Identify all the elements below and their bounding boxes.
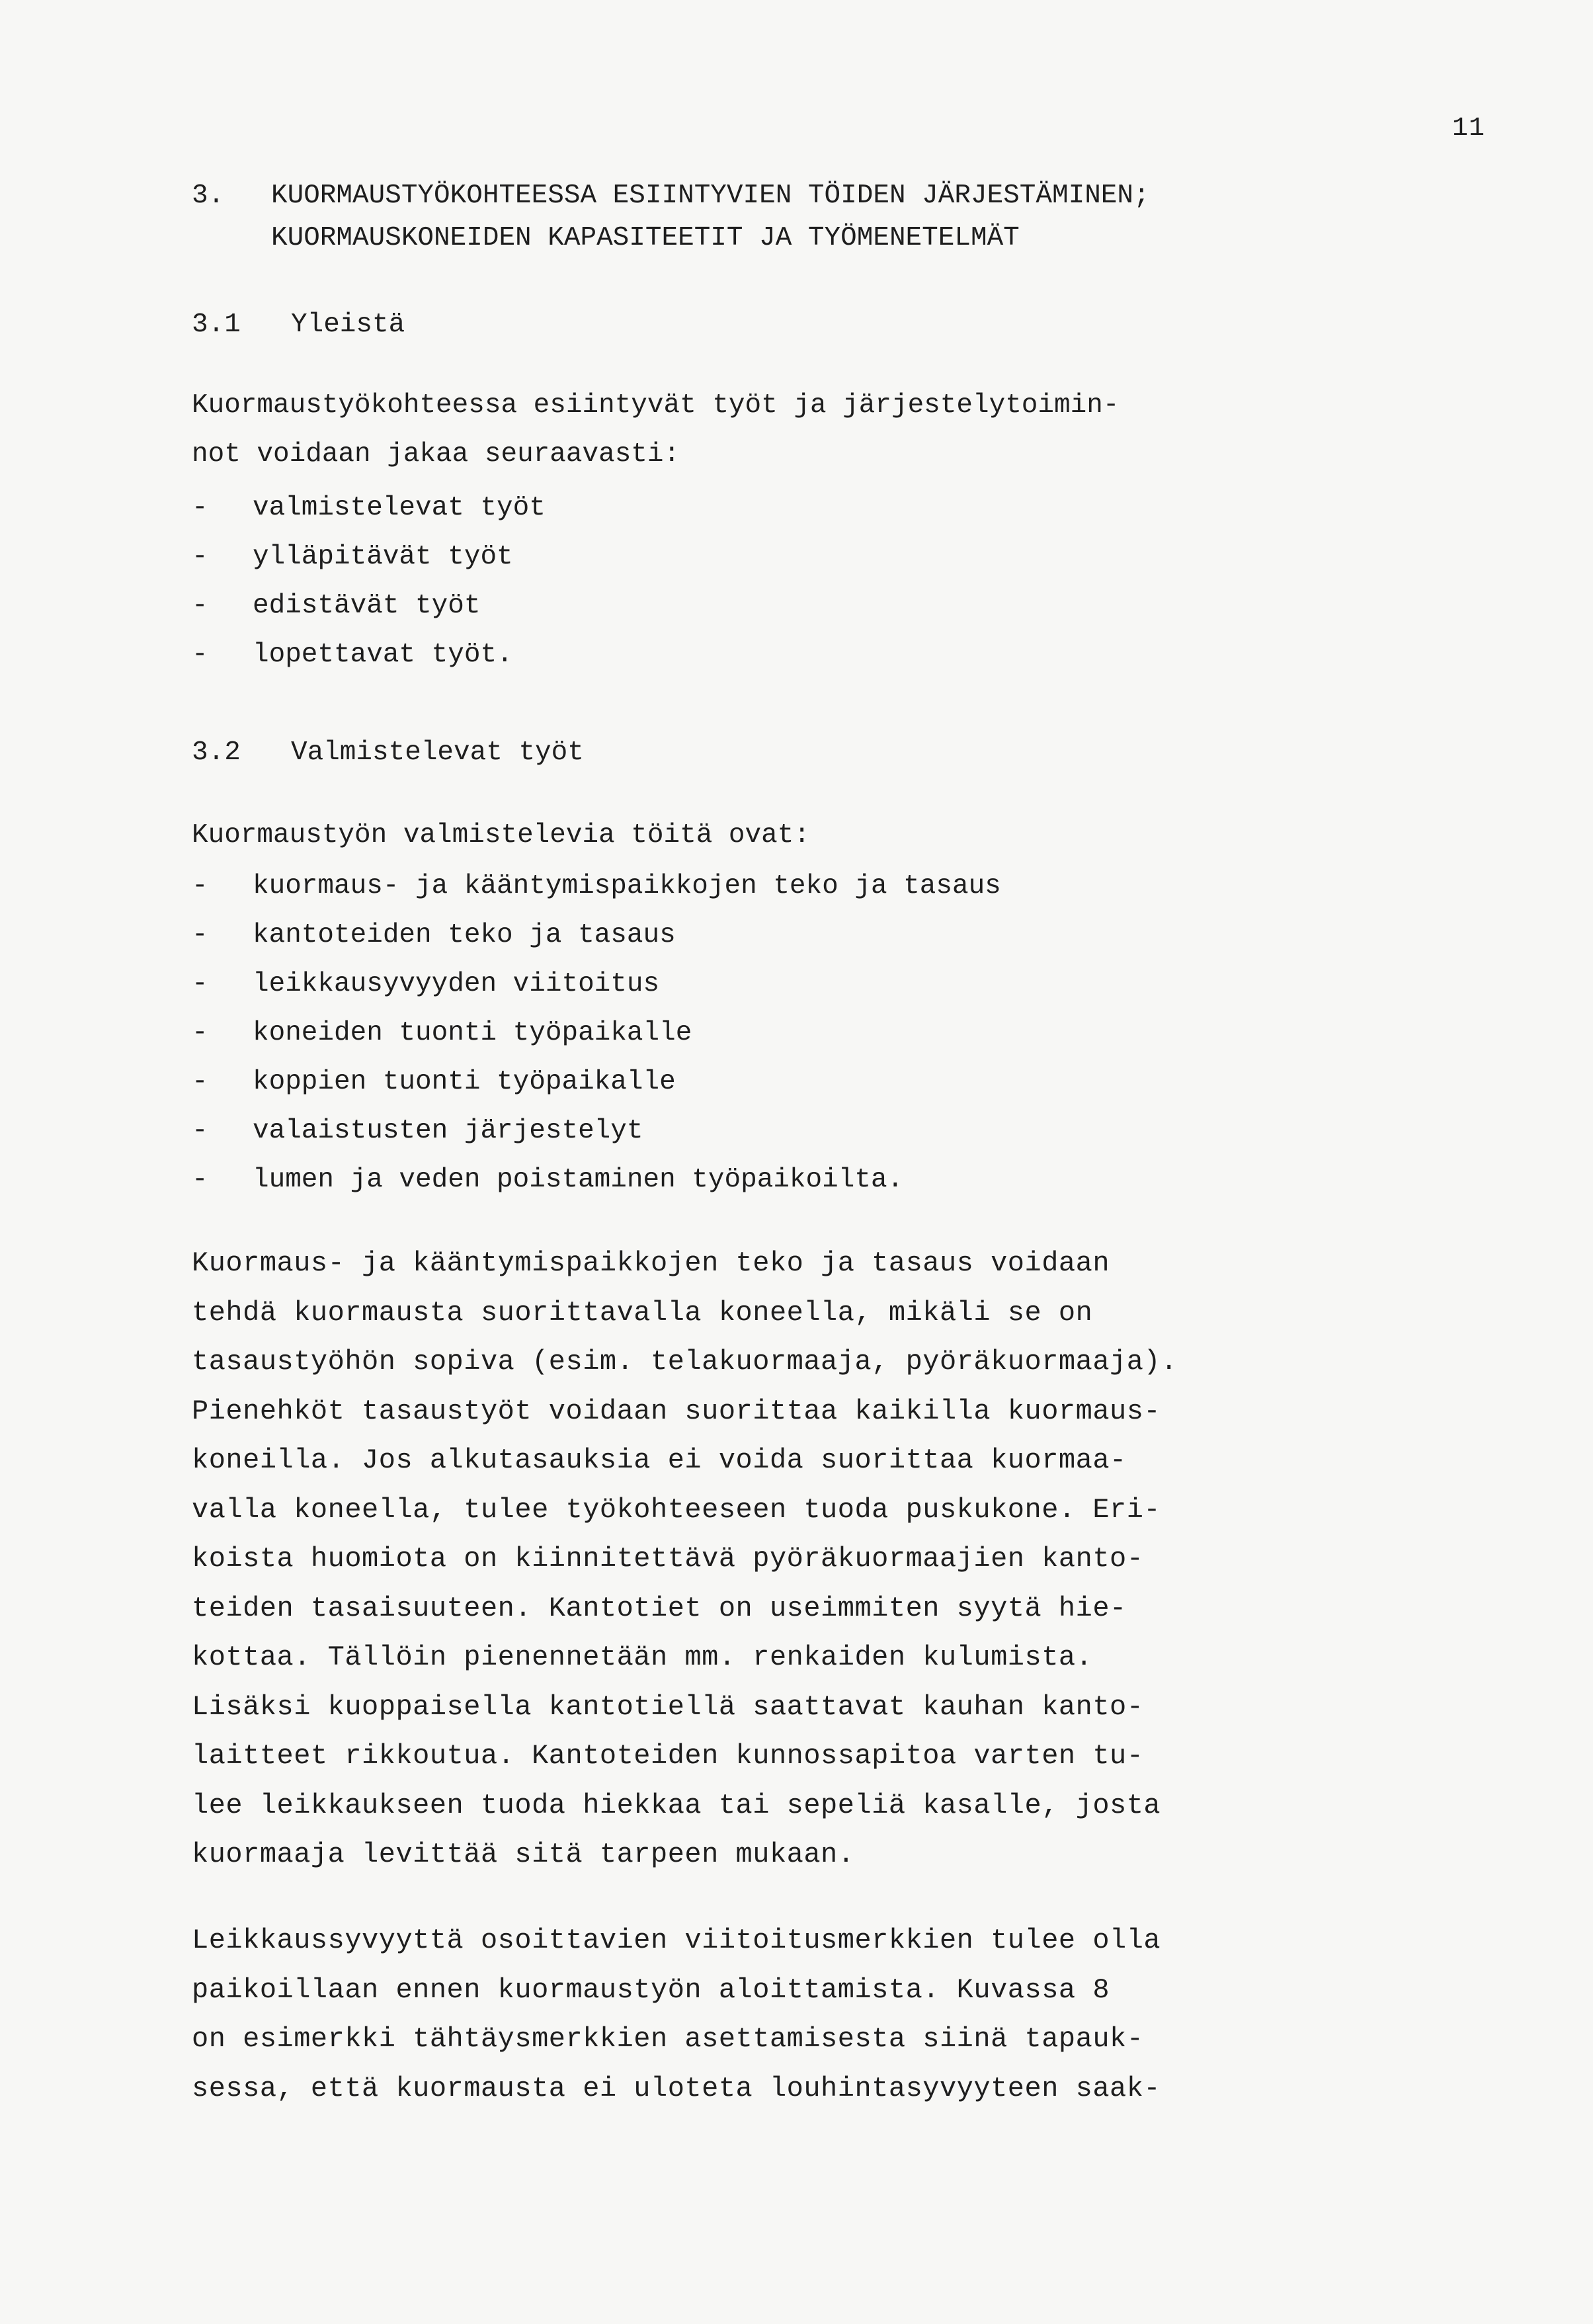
page-number: 11 — [1452, 114, 1486, 144]
list-item-text: lopettavat työt. — [253, 640, 513, 670]
list-item-text: valaistusten järjestelyt — [253, 1116, 643, 1146]
list-item — [192, 483, 546, 532]
list-item-text: kuormaus- ja kääntymispaikkojen teko ja tasaus — [253, 871, 1001, 901]
list-dash: - — [192, 969, 208, 999]
list-dash: - — [192, 1116, 208, 1146]
list-dash: - — [192, 640, 208, 670]
chapter-heading — [192, 175, 1150, 259]
list-dash: - — [192, 591, 208, 621]
list-dash: - — [192, 1067, 208, 1097]
list-item — [192, 960, 1001, 1009]
list-item-text: kantoteiden teko ja tasaus — [253, 920, 676, 950]
chapter-title-line-2: KUORMAUSKONEIDEN KAPASITEETIT JA TYÖMENETELMÄT — [271, 223, 1020, 253]
list-item-text: lumen ja veden poistaminen työpaikoilta. — [253, 1165, 904, 1195]
section-heading-3-1 — [192, 310, 405, 340]
chapter-number: 3. — [192, 181, 225, 211]
list-dash: - — [192, 1018, 208, 1048]
section-intro-3-1: Kuormaustyökohteessa esiintyvät työt ja järjestelytoimin- not voidaan jakaa seuraavasti: — [192, 390, 1120, 470]
section-number: 3.1 — [192, 310, 241, 340]
list-item — [192, 532, 546, 581]
list-item-text: ylläpitävät työt — [253, 542, 513, 572]
list-item — [192, 630, 546, 679]
section-title: Valmistelevat työt — [291, 737, 584, 768]
body-paragraph-2: Leikkaussyvyyttä osoittavien viitoitusmerkkien tulee olla paikoillaan ennen kuormaustyön aloittamista. Kuvassa 8 on esimerkki tähtäysmerkkien asettamisesta siinä tapauk- sessa, että kuormausta ei uloteta louhintasyvyyteen saak- — [192, 1925, 1161, 2104]
section-title: Yleistä — [291, 310, 405, 340]
list-item-text: leikkausyvyyden viitoitus — [253, 969, 660, 999]
list-item — [192, 862, 1001, 911]
list-dash: - — [192, 1165, 208, 1195]
list-item — [192, 1058, 1001, 1106]
chapter-title-line-1: KUORMAUSTYÖKOHTEESSA ESIINTYVIEN TÖIDEN JÄRJESTÄMINEN; — [271, 181, 1150, 211]
section-number: 3.2 — [192, 737, 241, 768]
list-item — [192, 1106, 1001, 1155]
list-item — [192, 911, 1001, 960]
preparatory-work-list — [192, 862, 1001, 1204]
list-dash: - — [192, 542, 208, 572]
list-item — [192, 1009, 1001, 1058]
list-item-text: edistävät työt — [253, 591, 481, 621]
body-paragraph-1: Kuormaus- ja kääntymispaikkojen teko ja tasaus voidaan tehdä kuormausta suorittavalla koneella, mikäli se on tasaustyöhön sopiva (esim. telakuormaaja, pyöräkuormaaja). Pienehköt tasaustyöt voidaan suorittaa kaikilla kuormaus- koneilla. Jos alkutasauksia ei voida suorittaa kuormaa- valla koneella, tulee työkohteeseen tuoda puskukone. Eri- koista huomiota on kiinnitettävä pyöräkuormaajien kanto- teiden tasaisuuteen. Kantotiet on useimmiten syytä hie- kottaa. Tällöin pienennetään mm. renkaiden kulumista. Lisäksi kuoppaisella kantotiellä saattavat kauhan kanto- laitteet rikkoutua. Kantoteiden kunnossapitoa varten tu- lee leikkaukseen tuoda hiekkaa tai sepeliä kasalle, josta kuormaaja levittää sitä tarpeen mukaan. — [192, 1247, 1178, 1870]
section-heading-3-2 — [192, 737, 584, 768]
list-dash: - — [192, 920, 208, 950]
list-item-text: koneiden tuonti työpaikalle — [253, 1018, 692, 1048]
work-types-list — [192, 483, 546, 679]
section-intro-3-2: Kuormaustyön valmistelevia töitä ovat: — [192, 820, 810, 851]
list-dash: - — [192, 493, 208, 523]
list-item — [192, 581, 546, 630]
list-item-text: koppien tuonti työpaikalle — [253, 1067, 676, 1097]
list-item-text: valmistelevat työt — [253, 493, 546, 523]
list-dash: - — [192, 871, 208, 901]
list-item — [192, 1155, 1001, 1204]
